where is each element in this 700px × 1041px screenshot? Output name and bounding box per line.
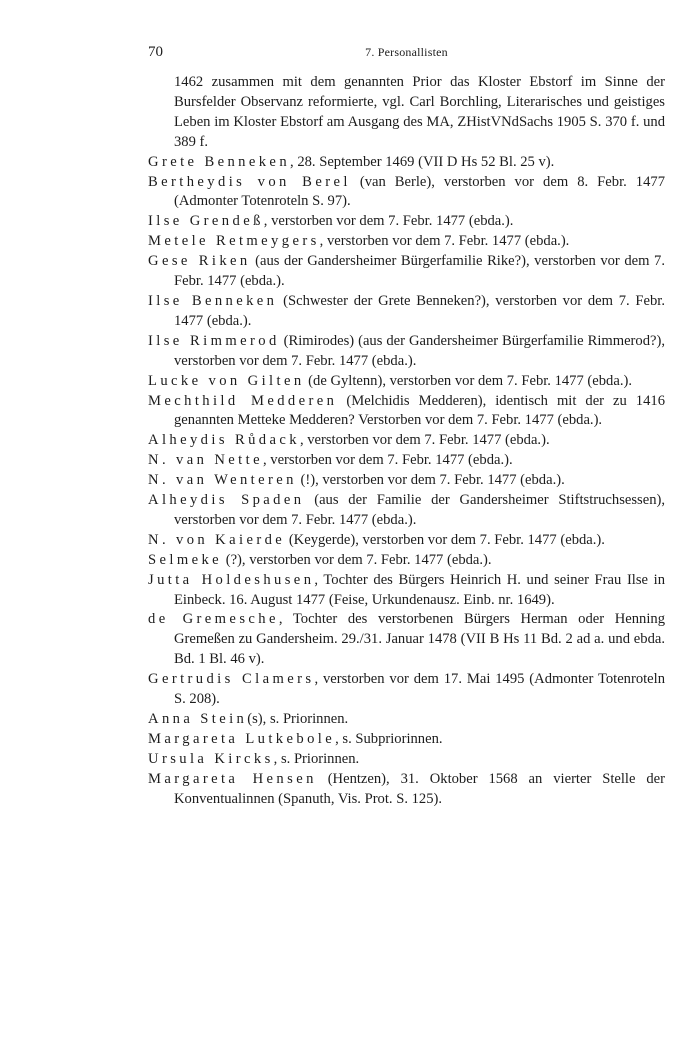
person-description: (Rimirodes) (aus der Gandersheimer Bürgerfamilie Rimmerod?), verstorben vor dem 7. Febr. 1477 (ebda.). [174,332,665,369]
person-entry [148,173,665,213]
person-description: (Schwester der Grete Benneken?), verstorben vor dem 7. Febr. 1477 (ebda.). [174,292,665,329]
person-name: Alheydis Růdack [148,432,300,449]
page-body [148,73,665,810]
person-name: Grete Benneken [148,153,291,170]
continuation-paragraph: 1462 zusammen mit dem genannten Prior das Kloster Ebstorf im Sinne der Bursfelder Observanz reformierte, vgl. Carl Borchling, Literarisches und geistiges Leben im Kloster Ebstorf am Ausgang des MA, ZHistVNdSachs 1905 S. 370 f. und 389 f. [174,74,665,150]
person-description: (!), verstorben vor dem 7. Febr. 1477 (ebda.). [296,472,565,489]
running-title: 7. Personallisten [365,45,448,59]
page-number: 70 [148,44,163,60]
person-name: Margareta Hensen [148,770,317,787]
person-description: , verstorben vor dem 7. Febr. 1477 (ebda.). [263,213,514,230]
person-description: (Keygerde), verstorben vor dem 7. Febr. 1477 (ebda.). [285,531,605,548]
person-entry [148,392,665,432]
person-description: , verstorben vor dem 7. Febr. 1477 (ebda.). [262,452,513,469]
person-description: , Tochter des Bürgers Heinrich H. und seiner Frau Ilse in Einbeck. 16. August 1477 (Feise, Urkundenausz. Einb. nr. 1649). [174,571,665,608]
person-name: Margareta Lutkebole [148,730,336,747]
person-entry [148,491,665,531]
person-description: (aus der Gandersheimer Bürgerfamilie Rike?), verstorben vor dem 7. Febr. 1477 (ebda.). [174,253,665,290]
person-entry [148,252,665,292]
person-entry [148,372,665,392]
person-description: (van Berle), verstorben vor dem 8. Febr. 1477 (Admonter Totenroteln S. 97). [174,173,665,210]
person-name: Ilse Benneken [148,292,278,309]
person-entry [148,551,665,571]
person-entry [148,153,665,173]
person-entry [148,730,665,750]
person-entry [148,332,665,372]
person-description: (Melchidis Medderen), identisch mit der zu 1416 genannten Metteke Medderen? Verstorben vor dem 7. Febr. 1477 (ebda.). [174,392,665,429]
person-name: N. van Wenteren [148,472,297,489]
person-entry [148,571,665,611]
person-entry [148,531,665,551]
person-entry [148,471,665,491]
person-entry [148,710,665,730]
person-name: Selmeke [148,551,223,568]
person-name: de Gremesche [148,611,279,628]
person-name: N. von Kaierde [148,531,286,548]
person-name: Jutta Holdeshusen [148,571,315,588]
person-entry [148,212,665,232]
person-description: (?), verstorben vor dem 7. Febr. 1477 (ebda.). [222,551,492,568]
person-name: Ilse Grendeß [148,213,264,230]
person-entry [148,670,665,710]
person-name: Alheydis Spaden [148,492,305,509]
person-name: Lucke von Gilten [148,372,305,389]
person-description: , s. Subpriorinnen. [335,730,443,747]
person-entry [148,232,665,252]
person-list [148,153,665,810]
person-entry [148,451,665,471]
person-entry [148,750,665,770]
person-description: (Hentzen), 31. Oktober 1568 an vierter Stelle der Konventualinnen (Spanuth, Vis. Prot. S. 125). [174,770,666,807]
person-entry [148,770,665,810]
person-description: , 28. September 1469 (VII D Hs 52 Bl. 25 v). [290,153,555,170]
person-description: , Tochter des verstorbenen Bürgers Herman oder Henning Gremeßen zu Gandersheim. 29./31. Januar 1478 (VII B Hs 11 Bd. 2 ad a. und ebda. Bd. 1 Bl. 46 v). [174,611,666,668]
person-name: Metele Retmeygers [148,233,320,250]
person-name: Ilse Rimmerod [148,332,280,349]
person-description: (s), s. Priorinnen. [247,711,349,727]
person-name: Bertheydis von Berel [148,173,351,190]
person-description: , s. Priorinnen. [273,750,360,767]
person-name: Ursula Kircks [148,750,274,767]
page-header [148,44,665,64]
person-name: N. van Nette [148,452,263,469]
person-entry [148,292,665,332]
person-description: (de Gyltenn), verstorben vor dem 7. Febr. 1477 (ebda.). [304,372,632,389]
person-name: Gese Riken [148,253,251,270]
person-name: Mechthild Medderen [148,392,338,409]
person-name: Gertrudis Clamers [148,671,315,688]
person-description: , verstorben vor dem 17. Mai 1495 (Admonter Totenroteln S. 208). [174,671,666,708]
person-entry [148,610,665,670]
person-description: (aus der Familie der Gandersheimer Stiftstruchsessen), verstorben vor dem 7. Febr. 1477 (ebda.). [174,492,665,528]
person-description: , verstorben vor dem 7. Febr. 1477 (ebda.). [319,233,570,250]
person-name: Anna Stein [148,711,248,727]
person-entry [148,431,665,451]
person-description: , verstorben vor dem 7. Febr. 1477 (ebda.). [299,432,550,449]
